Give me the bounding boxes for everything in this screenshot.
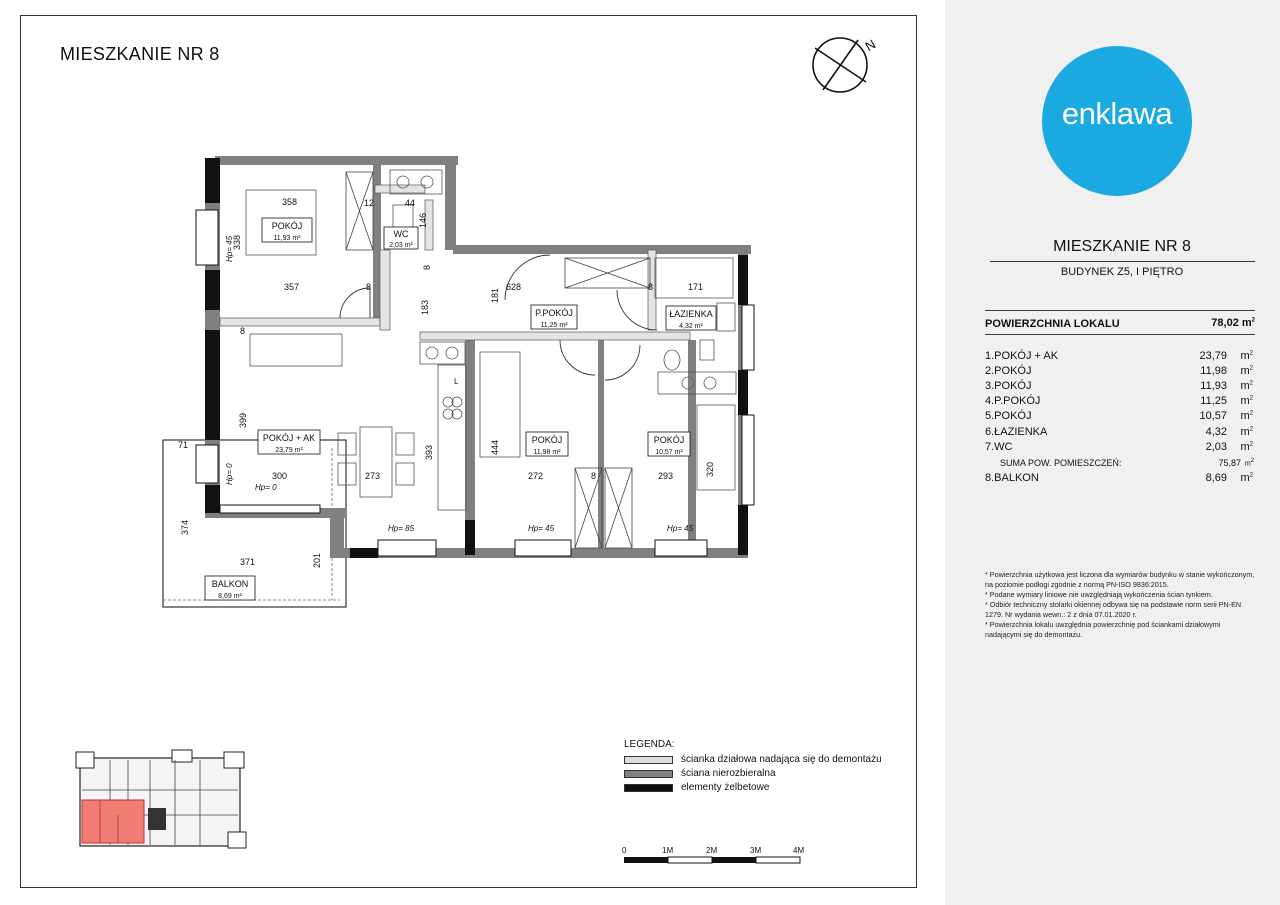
walls-load-bearing: [205, 156, 751, 558]
legend-label: ściana nierozbieralna: [681, 768, 776, 779]
room-area: 11,93 m²: [273, 235, 301, 242]
plan-title: MIESZKANIE NR 8: [60, 44, 220, 64]
dimension-label: 12: [364, 198, 375, 208]
room-row-name: 5.POKÓJ: [985, 410, 1032, 422]
room-area: 23,79 m²: [275, 447, 303, 454]
room-name: ŁAZIENKA: [669, 309, 713, 319]
dimension-label: 320: [705, 461, 715, 477]
dimension-label: 171: [688, 282, 704, 292]
footnote: * Odbiór techniczny stolarki okiennej odbywa się na podstawie norm serii PN-EN 1279. Nr wydania wewn.: 2 z dnia 07.01.2020 r.: [985, 600, 1242, 619]
dimension-label: 273: [365, 471, 381, 481]
footnote: * Powierzchnia lokalu uwzględnia powierzchnię pod ściankami działowymi nadającymi się do demontażu.: [985, 620, 1221, 639]
room-row: [985, 426, 1255, 441]
dimension-label: 374: [180, 519, 190, 535]
room-row-name: 3.POKÓJ: [985, 380, 1032, 392]
room-row-unit: $m^2$: [1240, 426, 1253, 438]
dimension-label: 201: [312, 552, 322, 568]
room-name: POKÓJ: [653, 435, 685, 445]
divider: [990, 261, 1255, 262]
room-row-value: 2,03: [1205, 441, 1227, 453]
dimension-label: 357: [284, 282, 300, 292]
dimension-label: 628: [506, 282, 522, 292]
room-area: 2,03 m²: [389, 242, 413, 249]
location-mini-map: [76, 750, 246, 848]
room-row-unit: $m^2$: [1240, 472, 1253, 484]
window-height-labels: [225, 235, 694, 533]
room-row: [985, 472, 1255, 487]
room-row: [985, 380, 1255, 395]
dimension-label: 44: [405, 198, 416, 208]
legend-swatch: [624, 784, 673, 792]
footnotes: [985, 570, 1255, 640]
dimension-label: 293: [658, 471, 674, 481]
room-labels: [205, 218, 716, 600]
panel-title: MIESZKANIE NR 8: [1053, 238, 1191, 255]
room-row-value: 10,57: [1199, 410, 1227, 422]
dimension-label: 272: [528, 471, 544, 481]
room-row: [985, 395, 1255, 410]
legend-swatch: [624, 770, 673, 778]
scale-bar: [624, 857, 800, 863]
room-row-unit: $m^2$: [1240, 350, 1253, 362]
enklawa-logo: [1042, 46, 1192, 196]
room-row-value: 11,93: [1200, 380, 1227, 392]
dimension-label: 444: [490, 439, 500, 455]
room-row-value: 75,87: [1218, 458, 1241, 468]
room-row-value: 8,69: [1205, 472, 1227, 484]
dimension-label: 183: [420, 299, 430, 315]
room-row-unit: $m^2$: [1240, 365, 1253, 377]
dimension-label: 8: [240, 326, 246, 336]
room-row-name: 6.ŁAZIENKA: [985, 426, 1048, 438]
window-height: Hp= 45: [667, 524, 694, 533]
unit: m: [1241, 317, 1252, 329]
room-row-name: 1.POKÓJ + AK: [985, 350, 1059, 362]
room-name: POKÓJ: [531, 435, 563, 445]
room-name: POKÓJ: [271, 221, 303, 231]
scale-label: 0: [622, 846, 627, 855]
dimension-label: 146: [418, 212, 428, 228]
dimension-label: 371: [240, 557, 256, 567]
room-row-unit: $m^2$: [1240, 380, 1253, 392]
total-area-number: 78,02: [1211, 317, 1239, 329]
room-row: [985, 410, 1255, 425]
room-row-unit: $m^2$: [1240, 441, 1253, 453]
dimension-label: 71: [178, 440, 189, 450]
legend-swatch: [624, 756, 673, 764]
divider: [985, 334, 1255, 335]
room-row: [985, 365, 1255, 380]
footnote: * Podane wymiary liniowe nie uwzględniają wykończenia ścian tynkiem.: [985, 590, 1213, 599]
room-area: 10,57 m²: [655, 449, 683, 456]
room-row-name: SUMA POW. POMIESZCZEŃ:: [1000, 458, 1122, 468]
room-row-name: 7.WC: [985, 441, 1013, 453]
dimension-label: 8: [591, 471, 597, 481]
room-row-name: 2.POKÓJ: [985, 365, 1032, 377]
scale-label: 2M: [706, 846, 718, 855]
window-height: Hp= 45: [225, 235, 234, 262]
scale-label: 4M: [793, 846, 805, 855]
legend-label: elementy żelbetowe: [681, 782, 770, 793]
room-row-value: 11,98: [1200, 365, 1227, 377]
room-row: [985, 441, 1255, 456]
scale-label: 3M: [750, 846, 762, 855]
window-height: Hp= 0: [225, 463, 234, 485]
room-area: 11,98 m²: [533, 449, 561, 456]
logo-text: enklawa: [1061, 96, 1173, 131]
room-name: POKÓJ + AK: [262, 433, 316, 443]
room-row-value: 11,25: [1200, 395, 1227, 407]
window-height: Hp= 0: [255, 483, 277, 492]
dimension-label: 8: [648, 282, 654, 292]
window-height: Hp= 45: [528, 524, 555, 533]
dimension-label: 393: [424, 444, 434, 460]
room-row-unit: $m^2$: [1240, 395, 1253, 407]
scale-label: 1M: [662, 846, 674, 855]
dimension-label: 8: [366, 282, 372, 292]
room-row-value: 23,79: [1199, 350, 1227, 362]
dimension-label: 399: [238, 412, 248, 428]
room-area: 8,69 m²: [218, 593, 242, 600]
compass-label: N: [862, 36, 879, 55]
room-area: 4,32 m²: [679, 323, 703, 330]
window-height: Hp= 85: [388, 524, 415, 533]
room-sum-row: [985, 458, 1255, 473]
room-name: WC: [393, 229, 409, 239]
room-row-unit: $m^2$: [1244, 458, 1254, 468]
room-row: [985, 350, 1255, 365]
room-name: P.POKÓJ: [535, 308, 573, 318]
total-area-label: POWIERZCHNIA LOKALU: [985, 318, 1120, 330]
panel-subtitle: BUDYNEK Z5, I PIĘTRO: [1060, 266, 1184, 278]
legend-label: ścianka działowa nadająca się do demontażu: [681, 754, 882, 765]
room-row-name: 8.BALKON: [985, 472, 1039, 484]
dimension-label: 8: [422, 264, 432, 270]
dimension-label: 300: [272, 471, 288, 481]
room-area: 11,25 m²: [540, 322, 568, 329]
total-area-value: 78,02 $m^2$: [1211, 317, 1255, 329]
room-name: BALKON: [211, 579, 249, 589]
dimension-label: 181: [490, 287, 500, 303]
room-row-value: 4,32: [1205, 426, 1227, 438]
room-row-name: 4.P.POKÓJ: [985, 395, 1041, 407]
divider: [985, 310, 1255, 311]
dimension-label: 358: [282, 197, 298, 207]
legend-title: LEGENDA:: [624, 739, 675, 750]
kitchen-label: L: [454, 377, 459, 386]
room-row-unit: $m^2$: [1240, 410, 1253, 422]
dimension-label: 338: [232, 234, 242, 250]
footnote: * Powierzchnia użytkowa jest liczona dla wymiarów budynku w stanie wykończonym, na poziomie podłogi zgodnie z normą PN-ISO 9836:2015.: [985, 570, 1255, 589]
compass-icon: [813, 36, 878, 92]
